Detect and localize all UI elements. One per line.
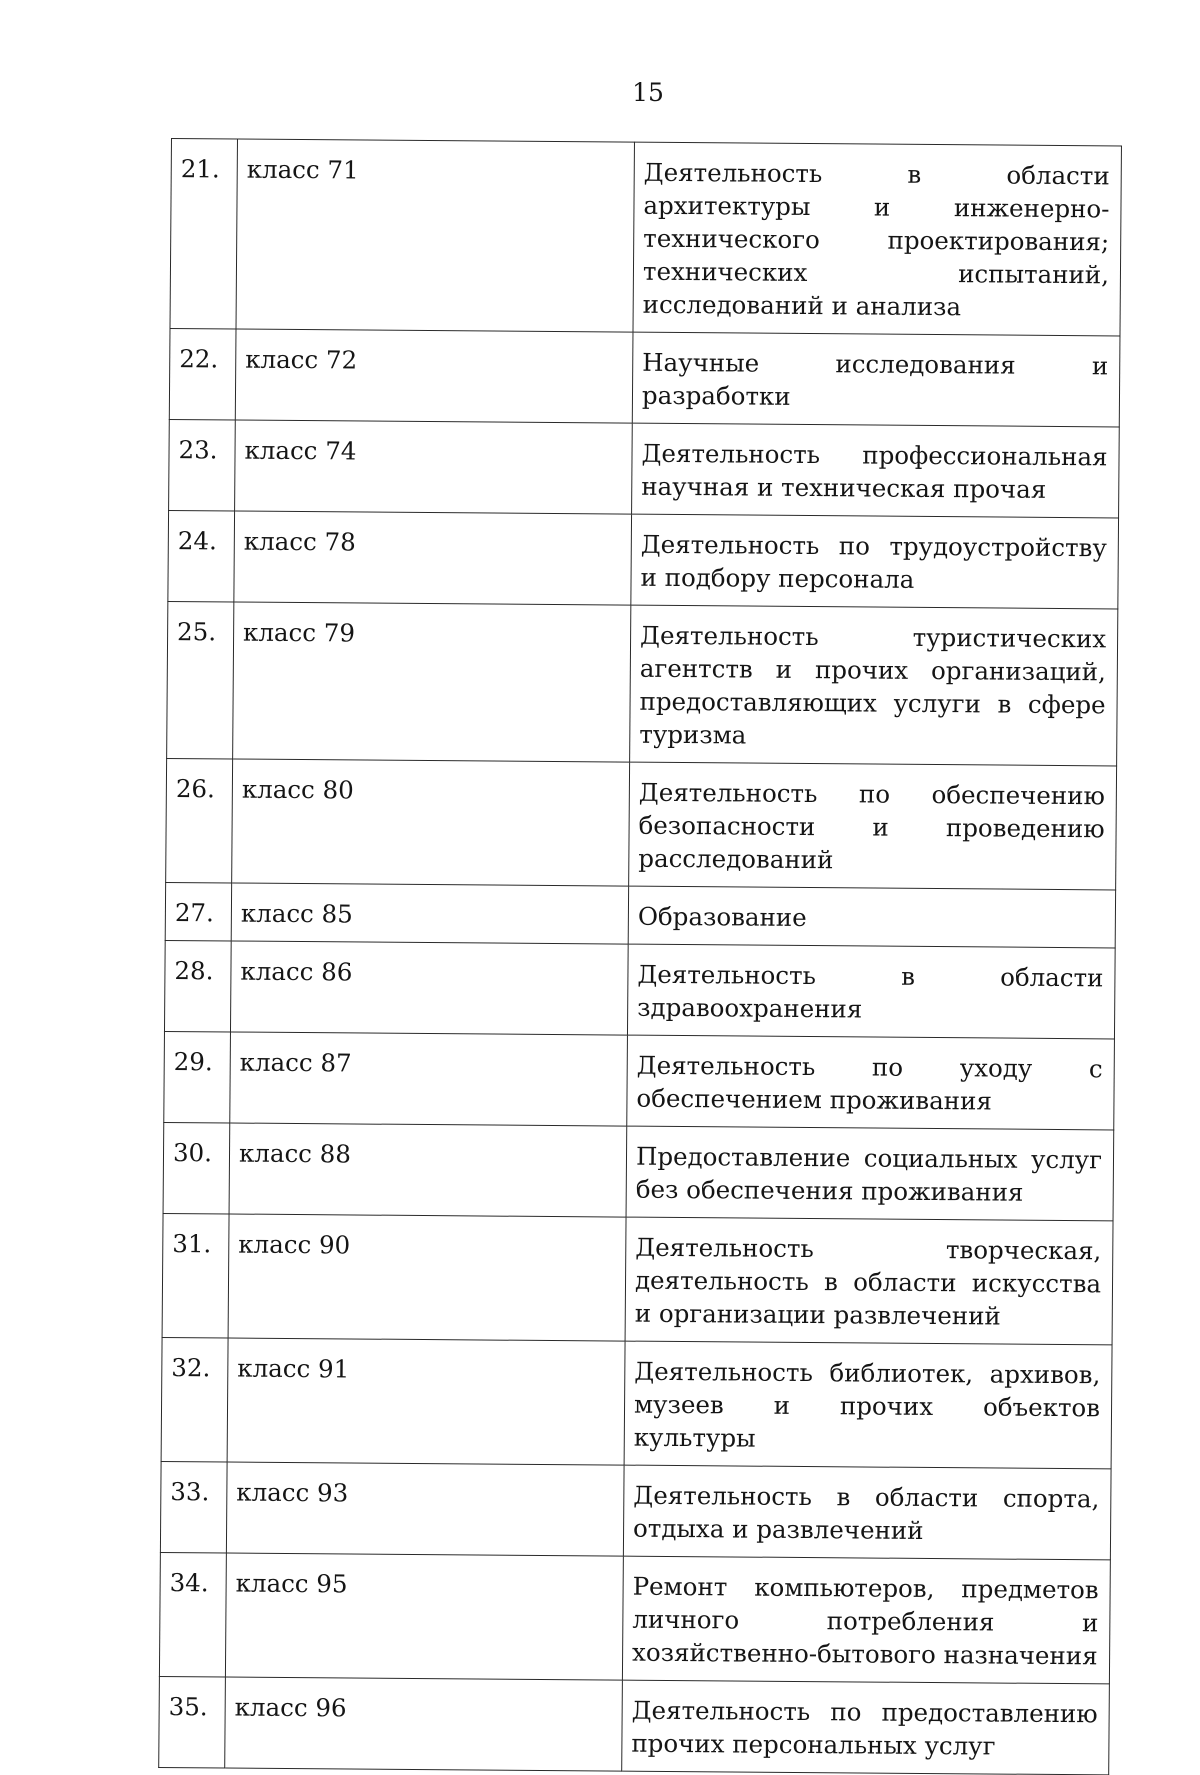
row-class-code: класс 79 [233, 602, 631, 762]
row-class-code: класс 96 [225, 1677, 623, 1771]
row-description: Деятельность по предоставлению прочих персональных услуг [622, 1680, 1110, 1775]
row-description: Деятельность творческая, деятельность в области искусства и организации развлечений [625, 1217, 1113, 1345]
row-number: 24. [168, 510, 235, 602]
table-row [162, 1213, 1113, 1344]
table-row [164, 1031, 1115, 1129]
row-class-code: класс 80 [232, 759, 630, 886]
row-number: 25. [167, 601, 234, 759]
row-description: Деятельность в области архитектуры и инженерно-технического проектирования; технических испытаний, исследований и анализа [633, 142, 1121, 336]
row-description: Ремонт компьютеров, предметов личного потребления и хозяйственно-бытового назначения [622, 1556, 1110, 1684]
row-class-code: класс 93 [226, 1462, 624, 1556]
row-number: 22. [169, 328, 236, 420]
row-description: Деятельность библиотек, архивов, музеев и прочих объектов культуры [624, 1341, 1112, 1469]
row-number: 35. [159, 1676, 226, 1768]
row-class-code: класс 88 [229, 1123, 627, 1217]
row-number: 30. [163, 1122, 230, 1214]
table-row [169, 419, 1120, 517]
page-number: 15 [632, 78, 664, 107]
row-description: Деятельность в области здравоохранения [627, 944, 1115, 1039]
table-row [160, 1461, 1111, 1559]
row-number: 34. [159, 1552, 226, 1677]
table-row [168, 510, 1119, 608]
classification-table [158, 138, 1122, 1775]
row-number: 26. [166, 758, 233, 883]
row-number: 27. [165, 882, 231, 941]
row-number: 32. [161, 1337, 228, 1462]
row-description: Деятельность в области спорта, отдыха и развлечений [623, 1465, 1111, 1560]
table-row [159, 1676, 1110, 1774]
row-class-code: класс 72 [235, 329, 633, 423]
row-class-code: класс 95 [225, 1553, 623, 1680]
table-row [170, 139, 1121, 336]
row-description: Деятельность туристических агентств и прочих организаций, предоставляющих услуги в сфере туризма [630, 605, 1118, 766]
row-class-code: класс 78 [234, 511, 632, 605]
table-row [164, 940, 1115, 1038]
table-row [167, 601, 1118, 765]
row-number: 28. [164, 940, 231, 1032]
row-number: 33. [160, 1461, 227, 1553]
row-description: Научные исследования и разработки [632, 332, 1120, 427]
table-row [161, 1337, 1112, 1468]
table-row [169, 328, 1120, 426]
row-number: 31. [162, 1213, 229, 1338]
table-row [165, 882, 1115, 947]
row-description: Предоставление социальных услуг без обеспечения проживания [626, 1126, 1114, 1221]
row-description: Деятельность профессиональная научная и техническая прочая [632, 423, 1120, 518]
table-row [159, 1552, 1110, 1683]
row-class-code: класс 86 [230, 941, 628, 1035]
row-class-code: класс 71 [236, 139, 634, 332]
row-number: 21. [170, 139, 237, 330]
row-number: 23. [169, 419, 236, 511]
row-class-code: класс 90 [228, 1214, 626, 1341]
row-class-code: класс 74 [235, 420, 633, 514]
row-description: Деятельность по уходу с обеспечением проживания [627, 1035, 1115, 1130]
table-row [163, 1122, 1114, 1220]
row-description: Деятельность по трудоустройству и подбору персонала [631, 514, 1119, 609]
table-row [166, 758, 1117, 889]
row-class-code: класс 91 [227, 1338, 625, 1465]
row-number: 29. [164, 1031, 231, 1123]
row-class-code: класс 85 [231, 883, 628, 944]
row-description: Деятельность по обеспечению безопасности и проведению расследований [629, 762, 1117, 890]
row-description: Образование [628, 886, 1115, 948]
row-class-code: класс 87 [230, 1032, 628, 1126]
